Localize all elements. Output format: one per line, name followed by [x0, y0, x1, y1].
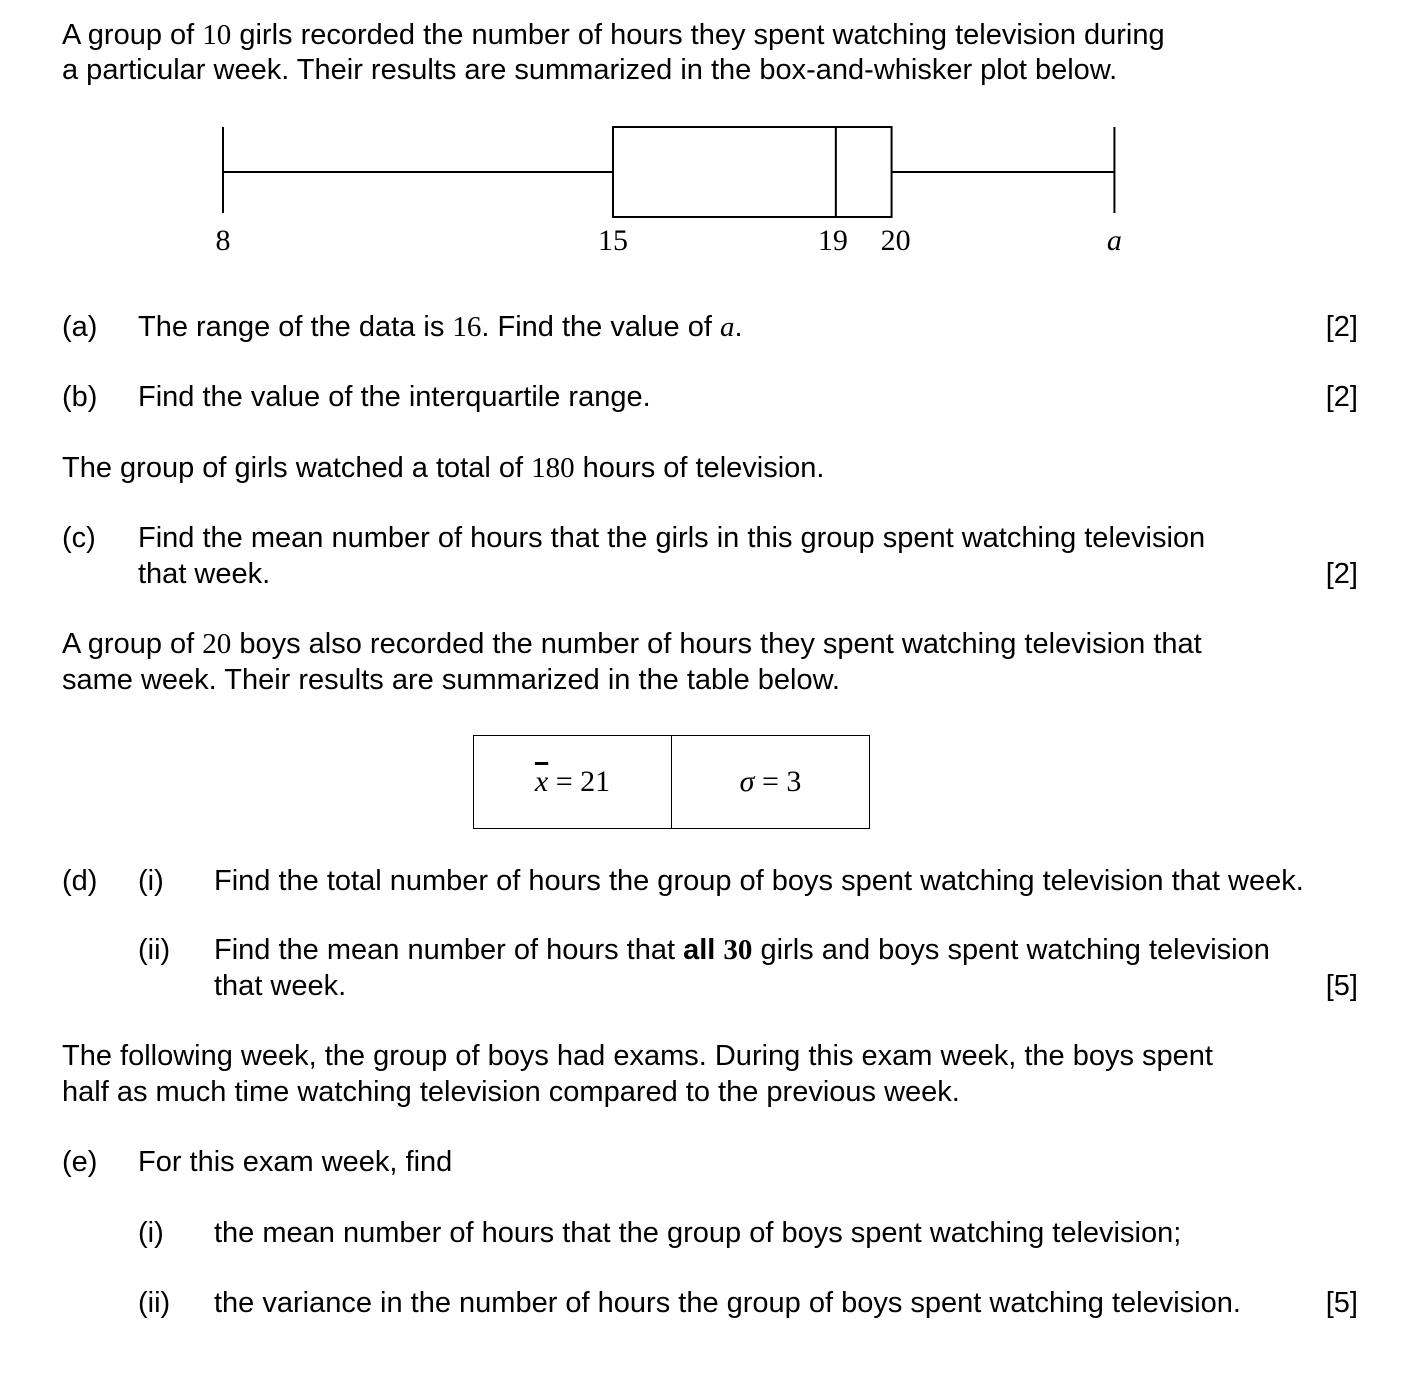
total-text: The group of girls watched a total of [62, 452, 532, 484]
mean-symbol: $\overline{x}$ [534, 765, 549, 798]
part-d-ii-label: (ii) [138, 934, 171, 966]
part-d-ii-line-2: that week. [214, 970, 347, 1002]
part-e-i-label: (i) [138, 1217, 164, 1249]
part-a-text: . [734, 311, 743, 343]
boys-intro-number: 20 [202, 628, 232, 660]
box-and-whisker-plot [0, 110, 1426, 270]
part-c-marks: [2] [1325, 558, 1358, 590]
part-b-marks: [2] [1325, 381, 1358, 413]
interquartile-box [613, 127, 892, 217]
sd-value: = 3 [754, 765, 802, 798]
min-label: 8 [215, 224, 231, 257]
part-b-label: (b) [62, 381, 98, 413]
exam-statement-line-1: The following week, the group of boys had exams. During this exam week, the boys spent [62, 1040, 1213, 1072]
sd-symbol: σ [739, 765, 755, 798]
part-c-label: (c) [62, 522, 96, 554]
intro-line-1 [62, 17, 1165, 53]
part-e-i-question: the mean number of hours that the group of boys spent watching television; [214, 1217, 1182, 1249]
mean-value: = 21 [548, 765, 611, 798]
total-statement [62, 450, 824, 486]
part-b-question: Find the value of the interquartile range. [138, 381, 651, 413]
part-e-label: (e) [62, 1146, 98, 1178]
part-d-ii-bold: all [683, 934, 724, 966]
intro-text: A group of [62, 19, 203, 51]
intro-line-2: a particular week. Their results are summarized in the box-and-whisker plot below. [62, 54, 1118, 86]
part-a-number: 16 [452, 311, 482, 343]
part-a-label: (a) [62, 311, 98, 343]
sd-cell [671, 736, 869, 828]
part-d-ii-bold-number: 30 [723, 934, 753, 966]
part-d-marks: [5] [1325, 970, 1358, 1002]
exam-statement-line-2: half as much time watching television compared to the previous week. [62, 1076, 960, 1108]
total-text: hours of television. [574, 452, 825, 484]
total-number: 180 [531, 452, 575, 484]
part-e-marks: [5] [1325, 1287, 1358, 1319]
part-a-text: . Find the value of [481, 311, 720, 343]
intro-text: girls recorded the number of hours they spent watching television during [231, 19, 1165, 51]
boys-intro-text: boys also recorded the number of hours they spent watching television that [231, 628, 1202, 660]
part-e-ii-label: (ii) [138, 1287, 171, 1319]
part-d-ii-text: girls and boys spent watching television [752, 934, 1270, 966]
boys-intro-line-1 [62, 626, 1202, 662]
mean-cell [474, 736, 671, 828]
part-d-i-label: (i) [138, 865, 164, 897]
part-d-ii-text: Find the mean number of hours that [214, 934, 684, 966]
part-c-line-2: that week. [138, 558, 271, 590]
part-a-question [138, 309, 743, 345]
part-a-variable: a [719, 311, 735, 343]
intro-number: 10 [202, 19, 232, 51]
part-e-intro: For this exam week, find [138, 1146, 453, 1178]
part-a-text: The range of the data is [138, 311, 453, 343]
part-e-ii-question: the variance in the number of hours the group of boys spent watching television. [214, 1287, 1241, 1319]
part-c-line-1: Find the mean number of hours that the girls in this group spent watching television [138, 522, 1206, 554]
max-label: a [1106, 224, 1122, 257]
part-d-label: (d) [62, 865, 98, 897]
part-d-i-question: Find the total number of hours the group of boys spent watching television that week. [214, 865, 1304, 897]
boys-intro-text: A group of [62, 628, 203, 660]
part-d-ii-line-1 [214, 932, 1270, 968]
part-a-marks: [2] [1325, 311, 1358, 343]
stats-table [473, 735, 870, 829]
boys-intro-line-2: same week. Their results are summarized in the table below. [62, 664, 840, 696]
median-label: 19 [817, 224, 848, 257]
q1-label: 15 [598, 224, 628, 257]
q3-label: 20 [880, 224, 911, 257]
